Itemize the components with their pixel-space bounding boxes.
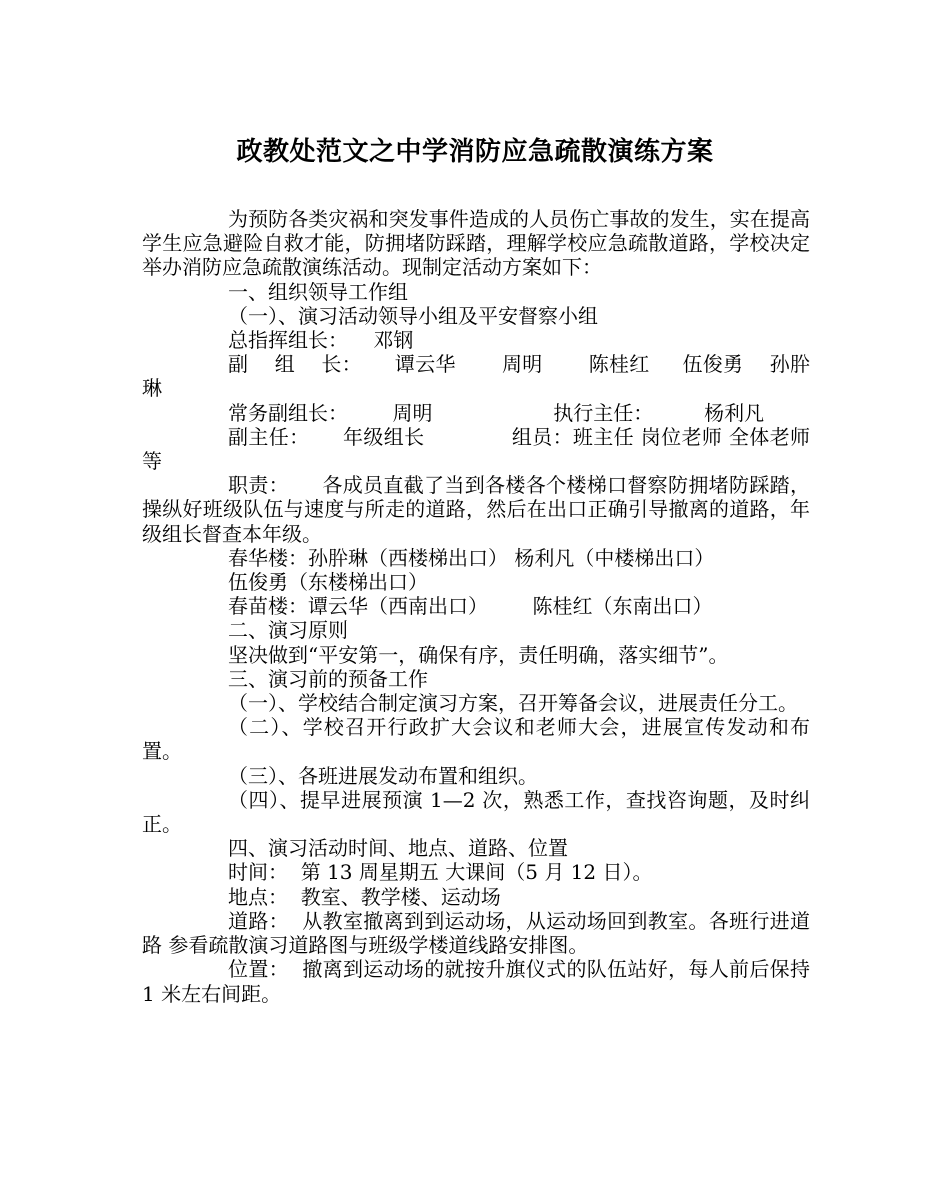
preparation-item-3: （三）、各班进展发动布置和组织。 — [228, 763, 538, 788]
document-body — [142, 207, 817, 1006]
route-paragraph: 道路： 从教室撤离到到运动场，从运动场回到教室。各班行进道路 参看疏散演习道路图与班级学楼道线路安排图。 — [142, 908, 810, 958]
members-line: 副主任： 年级组长 组员：班主任 岗位老师 全体老师等 — [142, 424, 810, 474]
duties-paragraph: 职责： 各成员直截了当到各楼各个楼梯口督察防拥堵防踩踏，操纵好班级队伍与速度与所走的道路，然后在出口正确引导撤离的道路，年级组长督查本年级。 — [142, 473, 810, 546]
time-line: 时间： 第 13 周星期五 大课间（5 月 12 日）。 — [228, 860, 653, 885]
position-paragraph: 位置： 撤离到运动场的就按升旗仪式的队伍站好，每人前后保持 1 米左右间距。 — [142, 957, 817, 1006]
section-heading-schedule: 四、演习活动时间、地点、道路、位置 — [228, 836, 568, 861]
section-heading-organization: 一、组织领导工作组 — [228, 279, 408, 304]
executive-line: 常务副组长： 周明 执行主任： 杨利凡 — [228, 400, 765, 425]
chunmiao-building-line: 春苗楼：谭云华（西南出口） 陈桂红（东南出口） — [228, 594, 713, 619]
preparation-item-4: （四）、提早进展预演 1—2 次，熟悉工作，查找咨询题，及时纠正。 — [142, 787, 810, 837]
chunhua-building-line: 春华楼：孙肸琳（西楼梯出口） 杨利凡（中楼梯出口） — [228, 545, 715, 570]
section-heading-principles: 二、演习原则 — [228, 618, 348, 643]
intro-paragraph: 为预防各类灾祸和突发事件造成的人员伤亡事故的发生，实在提高学生应急避险自救才能，防拥堵防踩踏，理解学校应急疏散道路，学校决定举办消防应急疏散演练活动。现制定活动方案如下： — [142, 207, 810, 280]
commander-line: 总指挥组长： 邓钢 — [228, 328, 414, 353]
chunhua-building-line-2: 伍俊勇（东楼梯出口） — [228, 570, 428, 595]
subsection-heading-leadership: （一）、演习活动领导小组及平安督察小组 — [228, 303, 598, 328]
location-line: 地点： 教室、教学楼、运动场 — [228, 884, 501, 909]
section-heading-preparation: 三、演习前的预备工作 — [228, 666, 428, 691]
deputy-leaders-line: 副 组 长： 谭云华 周明 陈桂红 伍俊勇 孙肸琳 — [142, 352, 810, 401]
preparation-item-2: （二）、学校召开行政扩大会议和老师大会，进展宣传发动和布置。 — [142, 715, 810, 764]
preparation-item-1: （一）、学校结合制定演习方案，召开筹备会议，进展责任分工。 — [228, 691, 798, 716]
document-title: 政教处范文之中学消防应急疏散演练方案 — [236, 137, 714, 167]
principles-paragraph: 坚决做到“平安第一，确保有序，责任明确，落实细节”。 — [228, 642, 729, 667]
